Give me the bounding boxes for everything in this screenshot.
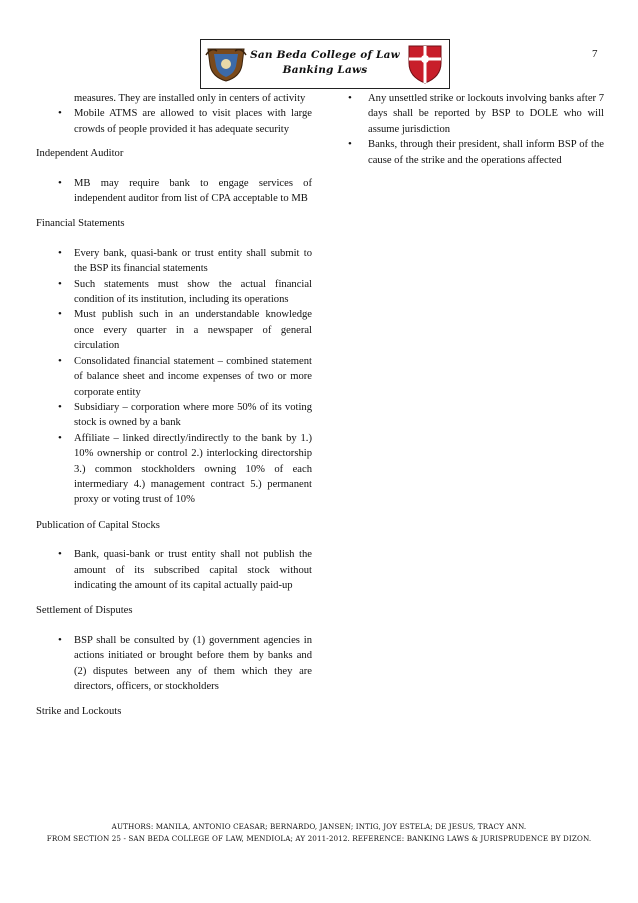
list-item [342,91,604,137]
list-item [36,431,312,508]
section-heading-financial-statements: Financial Statements [36,218,125,230]
bullet-icon: • [58,633,62,646]
list-item [36,176,312,207]
list-item [36,106,312,137]
page-number: 7 [592,48,598,60]
section-heading-strike-and-lockouts: Strike and Lockouts [36,706,122,718]
publication-of-capital-stocks-list [36,547,312,593]
list-item-text: Mobile ATMS are allowed to visit places with large crowds of people provided it has adequate security [74,108,312,135]
header-box [200,39,450,89]
bullet-icon: • [58,176,62,189]
list-item-text: Every bank, quasi-bank or trust entity shall submit to the BSP its financial statements [74,247,312,275]
list-item [36,354,312,400]
list-item-text: Bank, quasi-bank or trust entity shall not publish the amount of its subscribed capital stock without indicating the amount of its capital actually paid-up [74,549,312,591]
bullet-icon: • [58,107,62,120]
footer-reference: FROM SECTION 25 - SAN BEDA COLLEGE OF LAW, MENDIOLA; AY 2011-2012. REFERENCE: BANKING LAWS & JURISPRUDENCE BY DIZON. [46,834,592,843]
list-item-text: Consolidated financial statement – combined statement of balance sheet and income expenses of two or more corporate entity [74,355,312,398]
list-item [36,400,312,431]
list-item [36,547,312,593]
bullet-icon: • [58,246,62,259]
header-title [249,48,401,78]
list-item-text: Affiliate – linked directly/indirectly to the bank by 1.) 10% ownership or control 2.) interlocking directorship 3.) common stockholders owning 10% of each intermediary 4.) management contract 5.) permanent proxy or voting trust of 10% [74,432,312,506]
bullet-icon: • [58,431,62,444]
list-item-text: BSP shall be consulted by (1) government agencies in actions initiated or brought before them by banks and (2) disputes between any of them which they are directors, officers, or stockholders [74,634,312,692]
list-item-text: Any unsettled strike or lockouts involving banks after 7 days shall be reported by BSP to DOLE who will assume jurisdiction [368,93,604,135]
strike-and-lockouts-list [342,91,604,168]
right-column [342,91,604,168]
section-heading-publication-of-capital-stocks: Publication of Capital Stocks [36,519,160,531]
bullet-icon: • [348,92,352,104]
footer-authors: AUTHORS: MANILA, ANTONIO CEASAR; BERNARDO, JANSEN; INTIG, JOY ESTELA; DE JESUS, TRACY ANN. [111,822,527,831]
list-item [36,277,312,308]
list-item [342,137,604,168]
section-heading-settlement-of-disputes: Settlement of Disputes [36,605,133,617]
bullet-icon: • [58,308,62,321]
bullet-icon: • [58,354,62,367]
san-beda-seal-icon [205,45,247,83]
header-title-line-1: San Beda College of Law [250,49,400,61]
bullet-icon: • [348,138,352,151]
continued-text: measures. They are installed only in centers of activity [74,93,306,104]
list-item-text: Subsidiary – corporation where more 50% of its voting stock is owned by a bank [74,401,312,429]
list-item [36,307,312,353]
independent-auditor-list [36,176,312,207]
list-item-text: Such statements must show the actual financial condition of its institution, including its operations [74,278,312,306]
left-column [36,91,312,734]
continued-bullet-list [36,106,312,137]
bullet-icon: • [58,277,62,290]
section-heading-independent-auditor: Independent Auditor [36,148,124,160]
settlement-of-disputes-list [36,633,312,695]
list-item-text: Must publish such in an understandable knowledge once every quarter in a newspaper of general circulation [74,309,312,352]
list-item-text: Banks, through their president, shall inform BSP of the cause of the strike and the operations affected [368,139,604,166]
financial-statements-list [36,246,312,508]
list-item-text: MB may require bank to engage services of independent auditor from list of CPA acceptable to MB [74,177,312,205]
list-item [36,246,312,277]
list-item [36,633,312,695]
bullet-icon: • [58,400,62,413]
law-shield-icon [405,43,445,85]
bullet-icon: • [58,548,62,561]
header-title-line-2: Banking Laws [282,64,368,76]
